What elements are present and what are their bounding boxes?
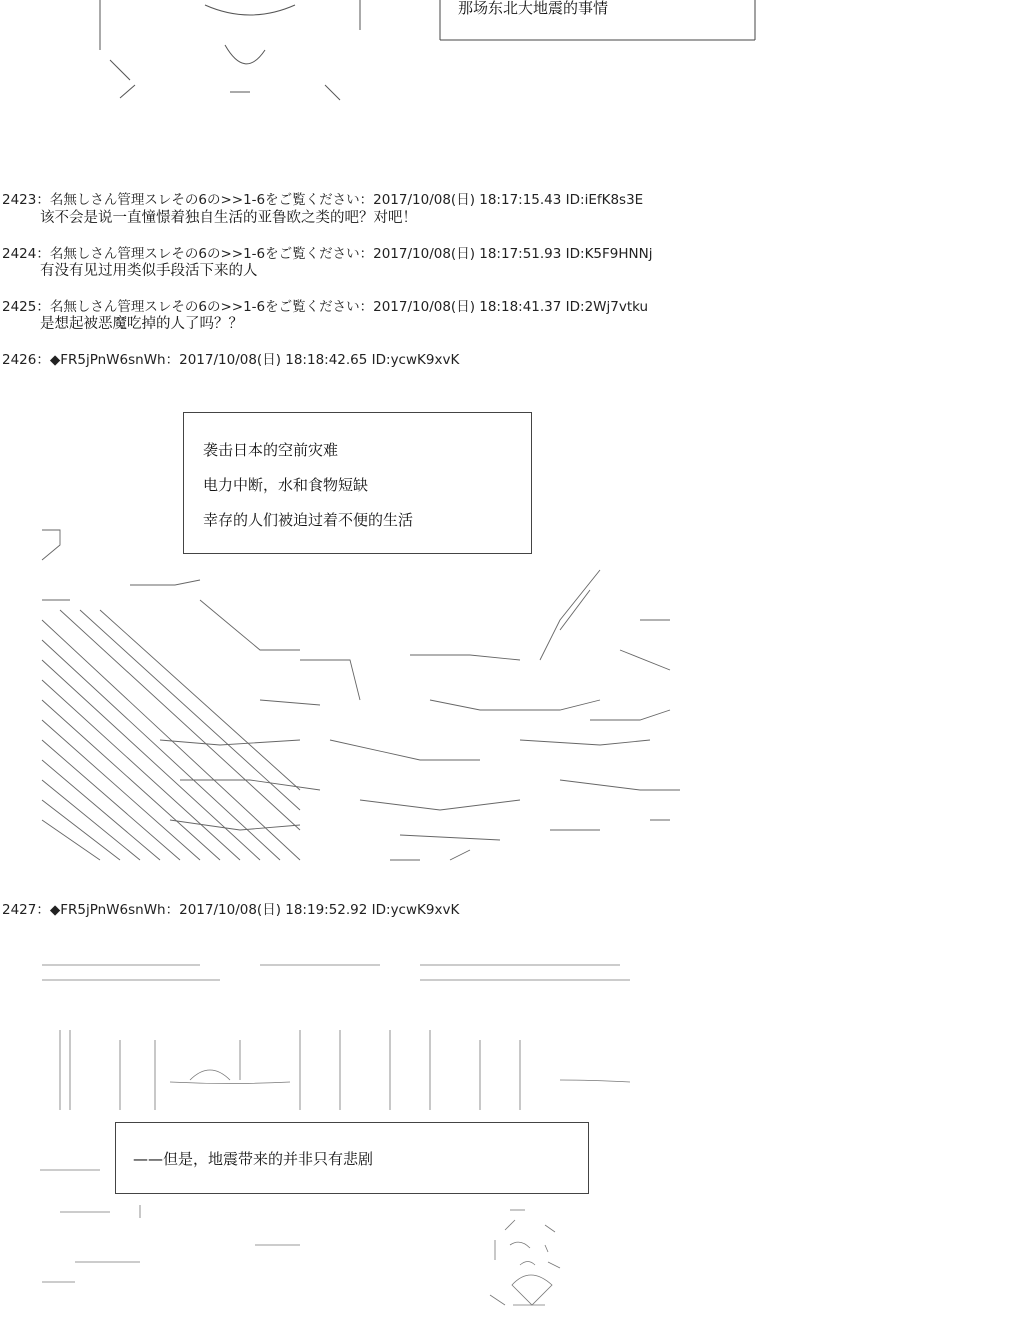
post-2426-header: 2426：◆FR5jPnW6snWh：2017/10/08(日) 18:18:42.65 ID:ycwK9xvK (2, 352, 460, 368)
post-2425-header: 2425：名無しさん管理スレその6の>>1-6をご覧ください：2017/10/08(日) 18:18:41.37 ID:2Wj7vtku (2, 299, 649, 315)
disaster-scene-art (42, 530, 680, 860)
post-2424-body: 有没有见过用类似手段活下来的人 (40, 263, 258, 279)
post-2423-header: 2423：名無しさん管理スレその6の>>1-6をご覧ください：2017/10/08(日) 18:17:15.43 ID:iEfK8s3E (2, 192, 644, 208)
top-character-art (100, 0, 360, 100)
narration-line: ——但是，地震带来的并非只有悲剧 (133, 1150, 374, 1168)
post-2425-body: 是想起被恶魔吃掉的人了吗？？ (40, 316, 243, 332)
post-2424-header: 2424：名無しさん管理スレその6の>>1-6をご覧ください：2017/10/08(日) 18:17:51.93 ID:K5F9HNNj (2, 246, 653, 262)
narration-line: 袭击日本的空前灾难 (203, 441, 339, 459)
top-speech-text: 那场东北大地震的事情 (458, 0, 609, 17)
post-2427-header: 2427：◆FR5jPnW6snWh：2017/10/08(日) 18:19:52.92 ID:ycwK9xvK (2, 902, 460, 918)
narration-line: 电力中断，水和食物短缺 (203, 476, 369, 494)
post-2423-body: 该不会是说一直憧憬着独自生活的亚鲁欧之类的吧？对吧！ (40, 210, 417, 226)
narration-line: 幸存的人们被迫过着不便的生活 (203, 511, 414, 529)
